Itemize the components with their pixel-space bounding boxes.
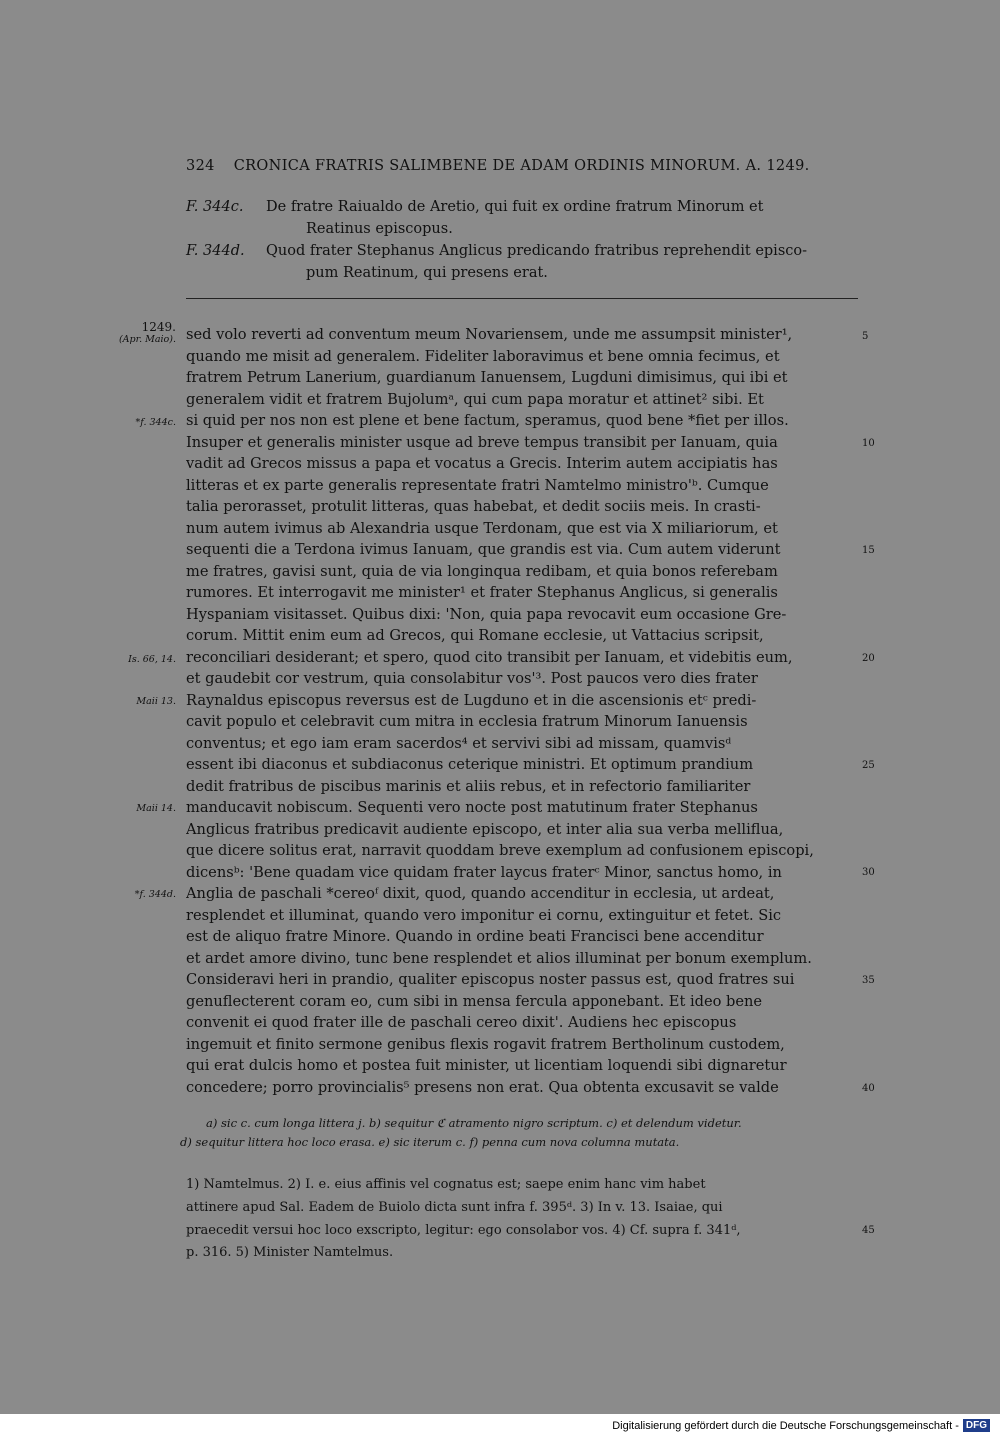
margin-folio: *f. 344d. bbox=[134, 889, 176, 900]
toc-ref: F. 344c. bbox=[186, 199, 244, 215]
text-line: reconciliari desiderant; et spero, quod cito transibit per Ianuam, et videbitis eum, bbox=[186, 648, 793, 666]
toc-entry bbox=[186, 196, 858, 240]
line-number: 25 bbox=[862, 760, 875, 771]
footer-text: Digitalisierung gefördert durch die Deutsche Forschungsgemeinschaft - bbox=[612, 1419, 959, 1432]
text-line: vadit ad Grecos missus a papa et vocatus a Grecis. Interim autem accipiatis has bbox=[186, 455, 778, 472]
text-line: sed volo reverti ad conventum meum Novariensem, unde me assumpsit minister¹, bbox=[186, 326, 793, 343]
footnote-line: attinere apud Sal. Eadem de Buiolo dicta sunt infra f. 395ᵈ. 3) In v. 13. Isaiae, qui bbox=[186, 1200, 723, 1215]
line-number: 5 bbox=[862, 331, 869, 342]
margin-year: 1249. bbox=[141, 320, 176, 334]
margin-folio: *f. 344c. bbox=[135, 417, 176, 428]
running-head bbox=[186, 158, 846, 174]
line-number: 10 bbox=[862, 438, 875, 449]
page-number: 324 bbox=[186, 158, 215, 174]
apparatus-line: a) sic c. cum longa littera j. b) sequitur ℭ atramento nigro scriptum. c) et delendum videtur. bbox=[206, 1116, 742, 1130]
footer-credit bbox=[612, 1419, 990, 1432]
text-line: Consideravi heri in prandio, qualiter episcopus noster passus est, quod fratres sui bbox=[186, 971, 795, 988]
toc-cont: Reatinus episcopus. bbox=[306, 221, 453, 237]
text-line: talia perorasset, protulit litteras, quas habebat, et dedit sociis meis. In crasti- bbox=[186, 498, 761, 515]
apparatus-line: d) sequitur littera hoc loco erasa. e) sic iterum c. f) penna cum nova columna mutata. bbox=[180, 1135, 680, 1149]
page-title: CRONICA FRATRIS SALIMBENE DE ADAM ORDINIS MINORUM. A. 1249. bbox=[233, 158, 810, 174]
toc-text: De fratre Raiualdo de Aretio, qui fuit ex ordine fratrum Minorum et bbox=[266, 199, 764, 215]
text-line: que dicere solitus erat, narravit quoddam breve exemplum ad confusionem episcopi, bbox=[186, 842, 814, 859]
toc-ref: F. 344d. bbox=[186, 243, 245, 259]
text-line: litteras et ex parte generalis representate fratri Namtelmo ministro'ᵇ. Cumque bbox=[186, 476, 769, 494]
text-line: et ardet amore divino, tunc bene resplendet et alios illuminat per bonum exemplum. bbox=[186, 949, 812, 967]
text-line: dicensᵇ: 'Bene quadam vice quidam frater laycus fraterᶜ Minor, sanctus homo, in bbox=[186, 863, 782, 881]
margin-date: Maii 13. bbox=[136, 696, 176, 707]
text-line: manducavit nobiscum. Sequenti vero nocte post matutinum frater Stephanus bbox=[186, 799, 758, 816]
line-number: 40 bbox=[862, 1083, 875, 1094]
text-line: me fratres, gavisi sunt, quia de via longinqua redibam, et quia bonos referebam bbox=[186, 562, 778, 580]
text-line: genuflecterent coram eo, cum sibi in mensa fercula apponebant. Et ideo bene bbox=[186, 992, 763, 1010]
text-line: resplendet et illuminat, quando vero imponitur ei cornu, extinguitur et fetet. Sic bbox=[186, 906, 782, 924]
text-line: conventus; et ego iam eram sacerdos⁴ et servivi sibi ad missam, quamvisᵈ bbox=[186, 734, 732, 752]
margin-scripture: Is. 66, 14. bbox=[128, 654, 176, 665]
text-line: convenit ei quod frater ille de paschali cereo dixit'. Audiens hec episcopus bbox=[186, 1014, 737, 1031]
text-line: cavit populo et celebravit cum mitra in ecclesia fratrum Minorum Ianuensis bbox=[186, 713, 748, 730]
line-number: 30 bbox=[862, 867, 875, 878]
text-line: Hyspaniam visitasset. Quibus dixi: 'Non, quia papa revocavit eum occasione Gre- bbox=[186, 605, 787, 623]
footnote-line: p. 316. 5) Minister Namtelmus. bbox=[186, 1245, 394, 1260]
text-line: Raynaldus episcopus reversus est de Lugduno et in die ascensionis etᶜ predi- bbox=[186, 691, 757, 709]
toc-cont: pum Reatinum, qui presens erat. bbox=[306, 265, 548, 281]
text-line: fratrem Petrum Lanerium, guardianum Ianuensem, Lugduni dimisimus, qui ibi et bbox=[186, 369, 788, 386]
toc-entry bbox=[186, 240, 858, 284]
margin-date: Maii 14. bbox=[136, 803, 176, 814]
text-line: essent ibi diaconus et subdiaconus ceterique ministri. Et optimum prandium bbox=[186, 756, 754, 773]
margin-date: (Apr. Maio). bbox=[118, 334, 176, 345]
text-line: Insuper et generalis minister usque ad breve tempus transibit per Ianuam, quia bbox=[186, 433, 778, 451]
line-number: 45 bbox=[862, 1225, 875, 1236]
text-line: Anglia de paschali *cereoᶠ dixit, quod, quando accenditur in ecclesia, ut ardeat, bbox=[186, 885, 775, 902]
text-line: ingemuit et finito sermone genibus flexis rogavit fratrem Bertholinum custodem, bbox=[186, 1035, 785, 1053]
footnote-line: 1) Namtelmus. 2) I. e. eius affinis vel cognatus est; saepe enim hanc vim habet bbox=[186, 1177, 706, 1192]
text-line: num autem ivimus ab Alexandria usque Terdonam, que est via X miliariorum, et bbox=[186, 519, 778, 537]
text-line: est de aliquo fratre Minore. Quando in ordine beati Francisci bene accenditur bbox=[186, 928, 764, 945]
line-number: 20 bbox=[862, 653, 875, 664]
text-line: dedit fratribus de piscibus marinis et aliis rebus, et in refectorio familiariter bbox=[186, 777, 751, 795]
toc-text: Quod frater Stephanus Anglicus predicando fratribus reprehendit episco- bbox=[266, 243, 808, 259]
line-number: 35 bbox=[862, 975, 875, 986]
text-line: rumores. Et interrogavit me minister¹ et frater Stephanus Anglicus, si generalis bbox=[186, 584, 778, 601]
text-line: quando me misit ad generalem. Fideliter laboravimus et bene omnia fecimus, et bbox=[186, 347, 780, 365]
text-line: sequenti die a Terdona ivimus Ianuam, que grandis est via. Cum autem viderunt bbox=[186, 541, 781, 558]
text-line: corum. Mittit enim eum ad Grecos, qui Romane ecclesie, ut Vattacius scripsit, bbox=[186, 627, 764, 644]
text-line: si quid per nos non est plene et bene factum, speramus, quod bene *fiet per illos. bbox=[186, 412, 789, 429]
line-number: 15 bbox=[862, 545, 875, 556]
text-line: et gaudebit cor vestrum, quia consolabitur vos'³. Post paucos vero dies frater bbox=[186, 670, 758, 687]
text-line: generalem vidit et fratrem Bujolumᵃ, qui cum papa moratur et attinet² sibi. Et bbox=[186, 390, 764, 408]
text-line: concedere; porro provincialis⁵ presens non erat. Qua obtenta excusavit se valde bbox=[186, 1078, 779, 1096]
text-line: Anglicus fratribus predicavit audiente episcopo, et inter alia sua verba melliflua, bbox=[186, 820, 784, 838]
text-line: qui erat dulcis homo et postea fuit minister, ut licentiam loquendi sibi dignaretur bbox=[186, 1057, 787, 1074]
footnote-line: praecedit versui hoc loco exscripto, legitur: ego consolabor vos. 4) Cf. supra f. 341ᵈ, bbox=[186, 1223, 741, 1238]
divider-rule bbox=[186, 298, 858, 299]
dfg-logo-icon: DFG bbox=[963, 1419, 990, 1432]
